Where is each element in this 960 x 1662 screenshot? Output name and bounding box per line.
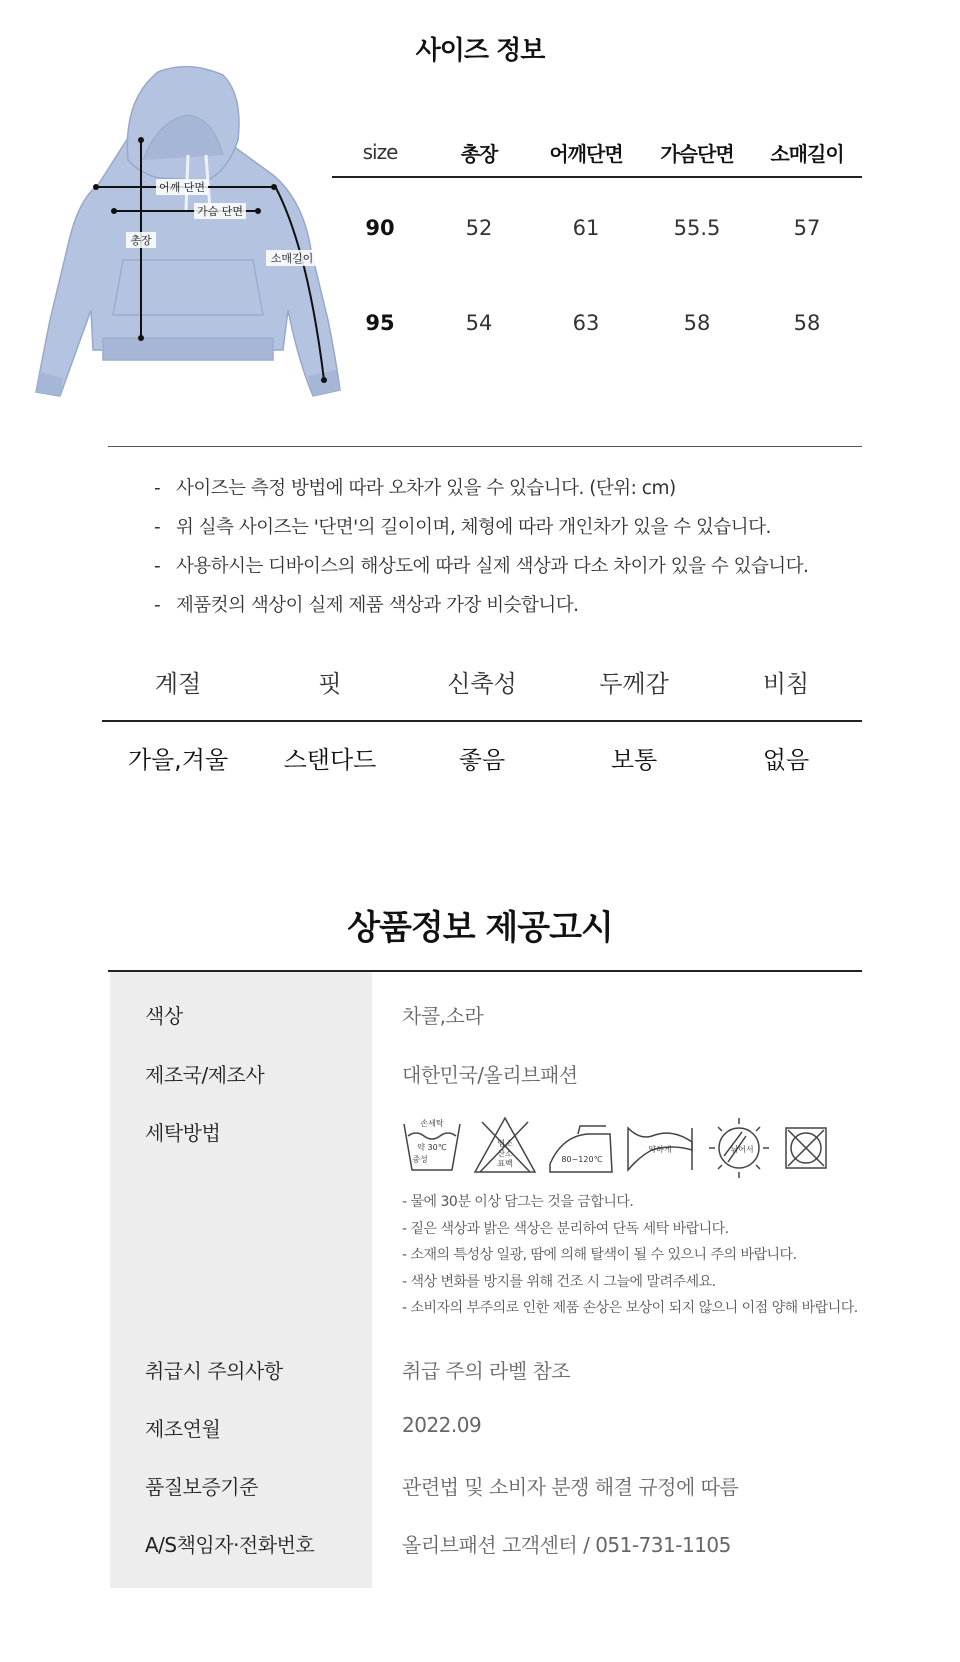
wash-icons: [402, 1114, 862, 1178]
svg-text:산소: 산소: [497, 1149, 513, 1158]
maker-label: 제조국/제조사: [145, 1063, 265, 1087]
list-item: - 위 실측 사이즈는 '단면'의 길이이며, 체형에 따라 개인차가 있을 수 있습니다.: [154, 517, 771, 538]
attr-stretch-value: 좋음: [458, 746, 506, 774]
attribute-header: [102, 666, 862, 722]
cell-length: 52: [465, 216, 493, 240]
attr-thickness-label: 두께감: [599, 670, 669, 698]
no-tumble-dry-icon: [786, 1128, 826, 1168]
color-value: 차콜,소라: [402, 1004, 484, 1028]
svg-text:중성: 중성: [412, 1155, 428, 1164]
svg-text:표백: 표백: [497, 1159, 513, 1168]
label-chest: 가슴 단면: [196, 205, 244, 218]
label-sleeve: 소매길이: [270, 252, 314, 265]
list-item: - 소재의 특성상 일광, 땀에 의해 탈색이 될 수 있으니 주의 바랍니다.: [402, 1247, 797, 1263]
svg-text:약하게: 약하게: [648, 1145, 672, 1154]
attr-sheer-value: 없음: [762, 746, 810, 774]
as-contact-value: 올리브패션 고객센터 / 051-731-1105: [402, 1533, 731, 1557]
date-label: 제조연월: [145, 1417, 221, 1441]
wash-label: 세탁방법: [145, 1121, 221, 1145]
maker-value: 대한민국/올리브패션: [402, 1063, 578, 1087]
svg-text:80~120℃: 80~120℃: [561, 1155, 603, 1164]
cell-length: 54: [465, 311, 493, 335]
attr-thickness-value: 보통: [610, 746, 658, 774]
svg-text:염소: 염소: [497, 1139, 513, 1148]
attr-stretch-label: 신축성: [447, 670, 517, 698]
col-size: size: [362, 140, 398, 164]
attr-season-label: 계절: [154, 670, 202, 698]
svg-text:손세탁: 손세탁: [420, 1119, 444, 1128]
svg-text:약 30℃: 약 30℃: [417, 1143, 447, 1152]
list-item: - 짙은 색상과 밝은 색상은 분리하여 단독 세탁 바랍니다.: [402, 1220, 729, 1237]
svg-text:뉘어서: 뉘어서: [730, 1145, 754, 1154]
list-item: - 사용하시는 디바이스의 해상도에 따라 실제 색상과 다소 차이가 있을 수 있습니다.: [154, 556, 809, 577]
size-table: [332, 128, 862, 368]
attr-fit-label: 핏: [318, 670, 342, 698]
attr-season-value: 가을,겨울: [127, 746, 229, 774]
col-length: 총장: [460, 141, 498, 166]
cell-size: 95: [365, 311, 395, 335]
table-row: [332, 178, 862, 278]
table-row: [332, 278, 862, 368]
product-info-table: [108, 970, 862, 972]
col-sleeve: 소매길이: [770, 141, 844, 166]
size-table-header: [332, 128, 862, 178]
warranty-label: 품질보증기준: [145, 1475, 258, 1499]
list-item: - 물에 30분 이상 담그는 것을 금합니다.: [402, 1194, 634, 1210]
cell-shoulder: 61: [572, 216, 600, 240]
cell-sleeve: 57: [793, 216, 821, 240]
cell-chest: 58: [683, 311, 711, 335]
list-item: - 사이즈는 측정 방법에 따라 오차가 있을 수 있습니다. (단위: cm): [154, 478, 676, 499]
divider: [108, 446, 862, 447]
care-label: 취급시 주의사항: [145, 1359, 283, 1383]
list-item: - 소비자의 부주의로 인한 제품 손상은 보상이 되지 않으니 이점 양해 바랍니다.: [402, 1300, 858, 1316]
cell-shoulder: 63: [572, 311, 600, 335]
warranty-value: 관련법 및 소비자 분쟁 해결 규정에 따름: [402, 1475, 739, 1499]
cell-size: 90: [365, 216, 395, 240]
cell-chest: 55.5: [673, 216, 721, 240]
attr-fit-value: 스탠다드: [283, 746, 377, 774]
list-item: - 색상 변화를 방지를 위해 건조 시 그늘에 말려주세요.: [402, 1273, 716, 1290]
as-contact-label: A/S책임자·전화번호: [145, 1533, 315, 1557]
col-chest: 가슴단면: [660, 141, 734, 166]
attribute-values: [102, 722, 862, 792]
color-label: 색상: [145, 1004, 183, 1028]
attr-sheer-label: 비침: [762, 670, 810, 698]
product-info-title: 상품정보 제공고시: [347, 908, 613, 948]
list-item: - 제품컷의 색상이 실제 제품 색상과 가장 비슷합니다.: [154, 595, 579, 616]
attribute-table: [102, 666, 862, 792]
col-shoulder: 어깨단면: [549, 141, 623, 166]
size-notes: [154, 474, 914, 630]
size-info-title: 사이즈 정보: [415, 36, 545, 66]
cell-sleeve: 58: [793, 311, 821, 335]
date-value: 2022.09: [402, 1413, 482, 1437]
hoodie-size-diagram: [28, 60, 368, 420]
iron-icon: [550, 1126, 612, 1172]
wash-notes: [402, 1192, 862, 1325]
label-shoulder: 어깨 단면: [158, 181, 206, 194]
care-value: 취급 주의 라벨 참조: [402, 1359, 571, 1383]
label-length: 총장: [130, 234, 152, 247]
